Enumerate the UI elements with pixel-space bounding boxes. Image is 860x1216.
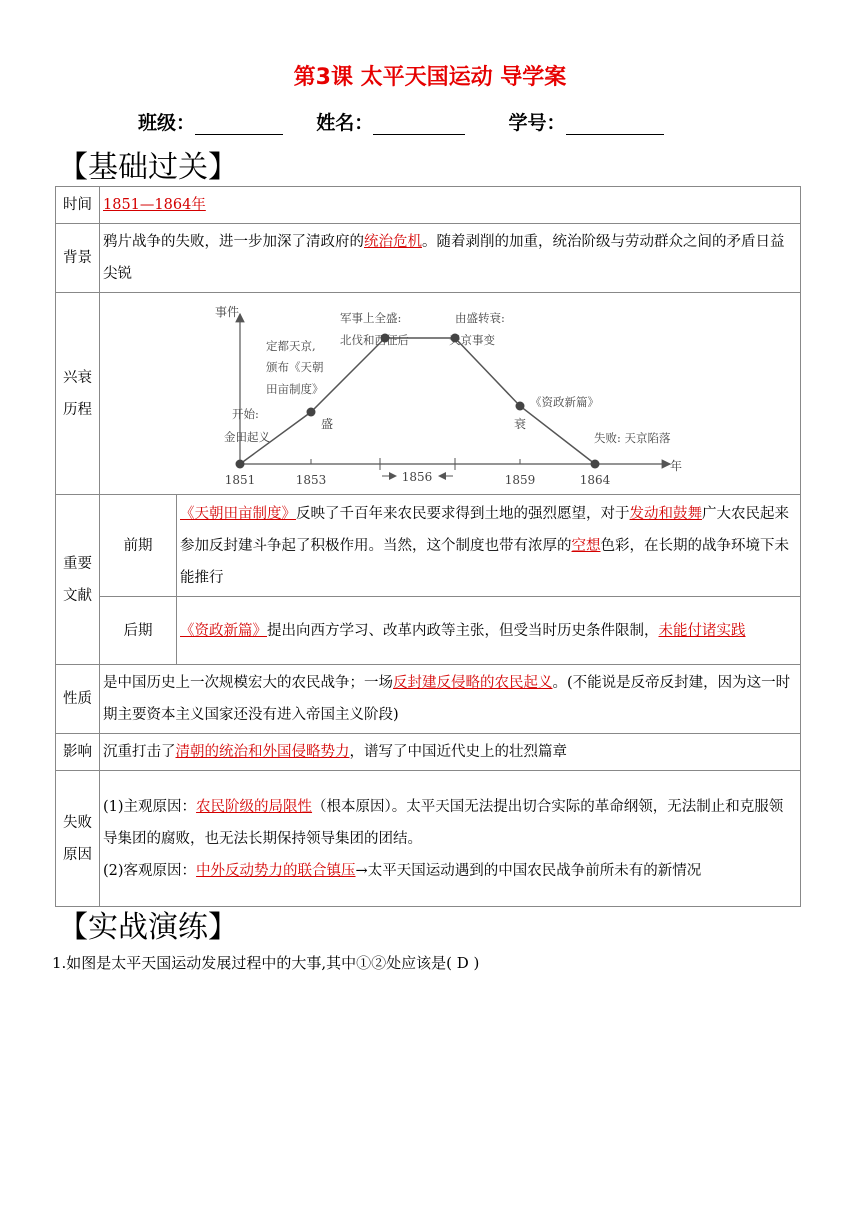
documents-label-1: 重要 xyxy=(63,555,92,572)
class-label: 班级： xyxy=(138,112,196,134)
process-label-1: 兴衰 xyxy=(63,369,92,386)
point-1853 xyxy=(307,407,316,416)
failure-subjective-key: 农民阶级的局限性 xyxy=(196,798,313,815)
failure-subjective-label: (1)主观原因： xyxy=(103,798,197,815)
row-process xyxy=(56,293,801,495)
documents-label xyxy=(56,495,100,665)
number-blank[interactable] xyxy=(566,112,664,135)
summary-table xyxy=(55,186,801,907)
label-capital-3: 田亩制度》 xyxy=(266,381,324,396)
background-label: 背景 xyxy=(56,224,100,293)
early-label: 前期 xyxy=(100,495,177,597)
impact-key: 清朝的统治和外国侵略势力 xyxy=(175,744,350,760)
point-1851 xyxy=(236,459,245,468)
question-1: 1.如图是太平天国运动发展过程中的大事,其中①②处应该是( D ) xyxy=(52,954,480,972)
label-turn-2: 天京事变 xyxy=(449,332,495,347)
nature-cell xyxy=(100,665,801,734)
section-basic: 【基础过关】 xyxy=(58,150,238,185)
process-label xyxy=(56,293,100,495)
background-text-2: 。随着剥削的加重，统治阶级与劳动群众之间的矛盾日益尖锐 xyxy=(103,234,785,282)
name-label: 姓名： xyxy=(316,112,374,134)
x-axis-label: 年 xyxy=(670,458,683,473)
row-time xyxy=(56,187,801,224)
late-text: 提出向西方学习、改革内政等主张，但受当时历史条件限制， xyxy=(267,622,659,639)
student-info-line xyxy=(138,108,664,135)
failure-objective-key: 中外反动势力的联合镇压 xyxy=(196,862,356,879)
label-start-2: 金田起义 xyxy=(224,429,270,444)
time-label: 时间 xyxy=(56,187,100,224)
number-label: 学号： xyxy=(508,112,566,134)
time-cell xyxy=(100,187,801,224)
failure-cell xyxy=(100,771,801,907)
failure-label xyxy=(56,771,100,907)
label-start-1: 开始: xyxy=(232,406,259,421)
failure-label-1: 失败 xyxy=(63,814,92,831)
early-text-1: 反映了千百年来农民要求得到土地的强烈愿望，对于 xyxy=(296,505,630,522)
early-key-1: 发动和鼓舞 xyxy=(629,505,702,522)
row-documents-late xyxy=(56,597,801,665)
background-cell xyxy=(100,224,801,293)
late-doc: 《资政新篇》 xyxy=(180,622,267,639)
nature-text-1: 是中国历史上一次规模宏大的农民战争；一场 xyxy=(103,675,393,691)
late-key: 未能付诸实践 xyxy=(658,622,746,639)
impact-text-1: 沉重打击了 xyxy=(103,744,176,760)
year-1859: 1859 xyxy=(504,472,536,487)
background-text: 鸦片战争的失败，进一步加深了清政府的 xyxy=(103,234,364,250)
row-nature xyxy=(56,665,801,734)
label-capital-1: 定都天京, xyxy=(266,338,316,353)
early-text-2: 广大农民起来参加反封建斗争起了积极作用。当然，这个制度也带有浓厚的 xyxy=(180,505,789,554)
impact-label: 影响 xyxy=(56,734,100,771)
row-failure xyxy=(56,771,801,907)
section-practice: 【实战演练】 xyxy=(58,910,238,945)
rise-fall-diagram xyxy=(100,294,800,494)
name-blank[interactable] xyxy=(373,112,465,135)
label-sheng: 盛 xyxy=(321,416,334,431)
failure-subjective-text: （根本原因）。太平天国无法提出切合实际的革命纲领，无法制止和克服领导集团的腐败，也无法长期保持领导集团的团结。 xyxy=(103,798,784,847)
label-shuai: 衰 xyxy=(514,416,527,431)
point-1859 xyxy=(516,401,525,410)
failure-objective-label: (2)客观原因： xyxy=(103,862,197,879)
label-capital-2: 颁布《天朝 xyxy=(266,359,324,374)
class-blank[interactable] xyxy=(195,112,283,135)
late-label: 后期 xyxy=(100,597,177,665)
year-1856: 1856 xyxy=(401,469,433,484)
early-text-3: 色彩，在长期的战争环境下未能推行 xyxy=(180,537,789,586)
label-turn-1: 由盛转衰: xyxy=(455,310,505,325)
label-fail: 失败: 天京陷落 xyxy=(594,430,671,445)
impact-text-2: ，谱写了中国近代史上的壮烈篇章 xyxy=(349,744,567,760)
year-1851: 1851 xyxy=(224,472,256,487)
point-1864 xyxy=(591,459,600,468)
process-label-2: 历程 xyxy=(63,401,92,418)
nature-key: 反封建反侵略的农民起义 xyxy=(393,675,553,691)
failure-label-2: 原因 xyxy=(63,846,92,863)
page-title: 第3课 太平天国运动 导学案 xyxy=(293,65,567,90)
year-1864: 1864 xyxy=(579,472,611,487)
impact-cell xyxy=(100,734,801,771)
failure-objective-text: →太平天国运动遇到的中国农民战争前所未有的新情况 xyxy=(355,862,702,879)
label-zizheng: 《资政新篇》 xyxy=(530,394,599,409)
early-doc: 《天朝田亩制度》 xyxy=(180,505,296,522)
early-cell xyxy=(177,495,801,597)
row-impact xyxy=(56,734,801,771)
late-cell xyxy=(177,597,801,665)
time-value: 1851—1864年 xyxy=(103,197,206,213)
row-documents-early xyxy=(56,495,801,597)
y-axis-label: 事件 xyxy=(215,304,240,319)
nature-text-2: 。(不能说是反帝反封建，因为这一时期主要资本主义国家还没有进入帝国主义阶段) xyxy=(103,675,791,723)
year-1853: 1853 xyxy=(295,472,327,487)
early-key-2: 空想 xyxy=(571,537,601,554)
process-cell xyxy=(100,293,801,495)
label-peak-2: 北伐和西征后 xyxy=(340,332,409,347)
nature-label: 性质 xyxy=(56,665,100,734)
background-key: 统治危机 xyxy=(364,234,422,250)
label-peak-1: 军事上全盛: xyxy=(340,310,402,325)
row-background xyxy=(56,224,801,293)
documents-label-2: 文献 xyxy=(63,587,92,604)
